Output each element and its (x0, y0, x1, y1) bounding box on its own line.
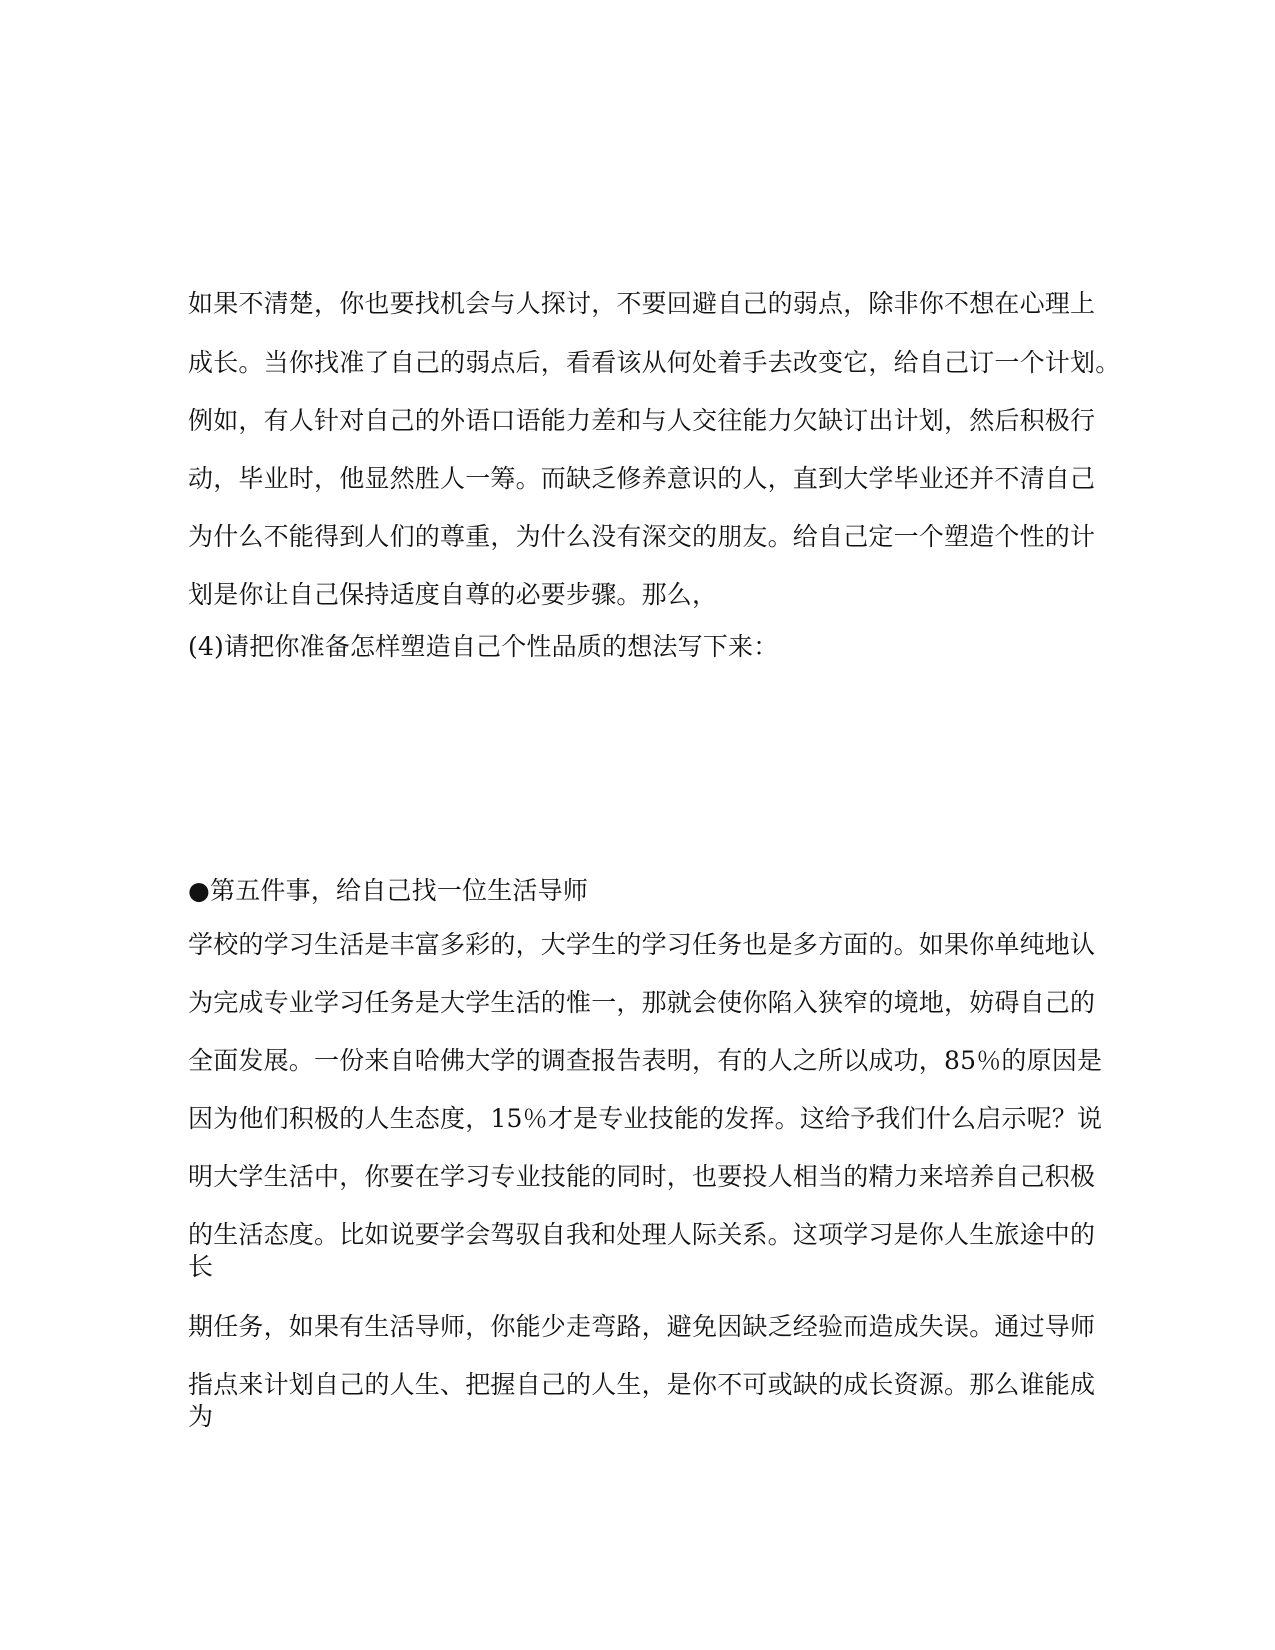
paragraph-line: 因为他们积极的人生态度，15％才是专业技能的发挥。这给予我们什么启示呢？说 (188, 1104, 1103, 1133)
paragraph-line: 的生活态度。比如说要学会驾驭自我和处理人际关系。这项学习是你人生旅途中的 (188, 1220, 1096, 1249)
paragraph-line: 全面发展。一份来自哈佛大学的调查报告表明，有的人之所以成功，85％的原因是 (188, 1046, 1103, 1075)
question-prompt: (4)请把你准备怎样塑造自己个性品质的想法写下来： (188, 632, 779, 661)
paragraph-line: 为什么不能得到人们的尊重，为什么没有深交的朋友。给自己定一个塑造个性的计 (188, 522, 1096, 551)
paragraph-line: 例如，有人针对自己的外语口语能力差和与人交往能力欠缺订出计划，然后积极行 (188, 406, 1096, 435)
paragraph-line: 期任务，如果有生活导师，你能少走弯路，避免因缺乏经验而造成失误。通过导师 (188, 1312, 1096, 1341)
paragraph-line: 成长。当你找准了自己的弱点后，看看该从何处着手去改变它，给自己订一个计划。 (188, 348, 1121, 377)
paragraph-line: 划是你让自己保持适度自尊的必要步骤。那么， (188, 580, 718, 609)
paragraph-line: 如果不清楚，你也要找机会与人探讨，不要回避自己的弱点，除非你不想在心理上 (188, 289, 1096, 318)
paragraph-line: 为完成专业学习任务是大学生活的惟一，那就会使你陷入狭窄的境地，妨碍自己的 (188, 988, 1096, 1017)
paragraph-line: 指点来计划自己的人生、把握自己的人生，是你不可或缺的成长资源。那么谁能成 (188, 1370, 1096, 1399)
paragraph-line-overflow: 长 (188, 1252, 214, 1281)
section-heading: ●第五件事，给自己找一位生活导师 (188, 876, 589, 905)
paragraph-line: 动，毕业时，他显然胜人一筹。而缺乏修养意识的人，直到大学毕业还并不清自己 (188, 464, 1096, 493)
paragraph-line-overflow: 为 (188, 1402, 214, 1431)
paragraph-line: 明大学生活中，你要在学习专业技能的同时，也要投人相当的精力来培养自己积极 (188, 1162, 1096, 1191)
paragraph-line: 学校的学习生活是丰富多彩的，大学生的学习任务也是多方面的。如果你单纯地认 (188, 930, 1096, 959)
